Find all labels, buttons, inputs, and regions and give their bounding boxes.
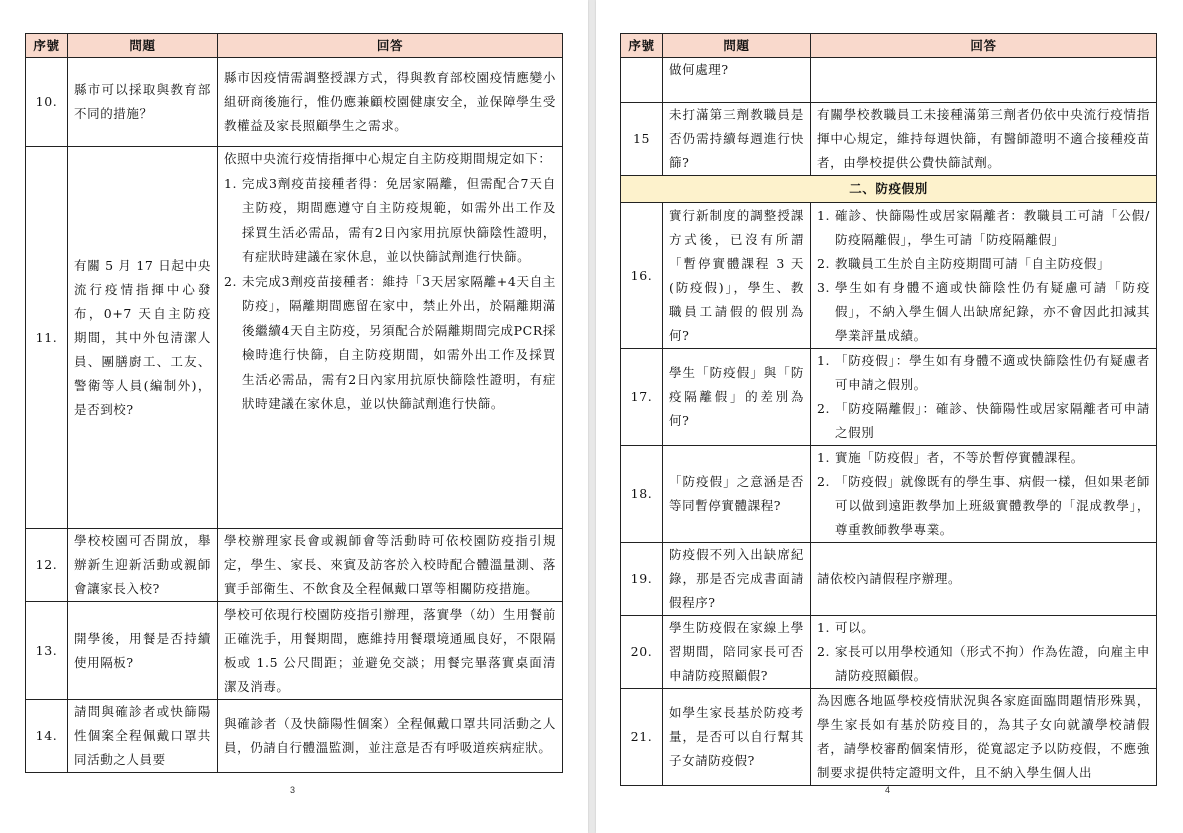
row-answer: 學校辦理家長會或親師會等活動時可依校園防疫指引規定，學生、家長、來賓及訪客於入校時配合體溫量測、落實手部衛生、不飲食及全程佩戴口罩等相關防疫措施。 <box>218 529 563 602</box>
row-number: 10. <box>26 58 68 147</box>
table-row <box>26 147 563 529</box>
row-answer <box>811 616 1157 689</box>
row-question: 防疫假不列入出缺席紀錄，那是否完成書面請假程序? <box>663 543 811 616</box>
row-answer: 學校可依現行校園防疫指引辦理，落實學（幼）生用餐前正確洗手，用餐期間，應維持用餐環境通風良好，不限隔板或 1.5 公尺間距；並避免交談；用餐完畢落實桌面清潔及消毒。 <box>218 602 563 700</box>
row-question: 有關 5 月 17 日起中央流行疫情指揮中心發布，0+7 天自主防疫期間，其中外包清潔人員、團膳廚工、工友、警衛等人員(編制外)，是否到校? <box>68 147 218 529</box>
table-row <box>621 616 1157 689</box>
table-row <box>621 349 1157 446</box>
row-answer: 請依校內請假程序辦理。 <box>811 543 1157 616</box>
table-header-row <box>621 34 1157 58</box>
header-question: 問題 <box>68 34 218 58</box>
row-answer: 有關學校教職員工未接種滿第三劑者仍依中央流行疫情指揮中心規定，維持每週快篩，有醫師證明不適合接種疫苗者，由學校提供公費快篩試劑。 <box>811 103 1157 176</box>
row-question: 縣市可以採取與教育部不同的措施？ <box>68 58 218 147</box>
list-item <box>224 172 556 270</box>
row-answer <box>811 349 1157 446</box>
table-row <box>26 529 563 602</box>
list-item-text: 完成3劑疫苗接種者得：免居家隔離，但需配合7天自主防疫，期間應遵守自主防疫規範，如需外出工作及採買生活必需品，需有2日內家用抗原快篩陰性證明，有症狀時建議在家休息，並以快篩試劑進行快篩。 <box>242 175 556 264</box>
row-question: 請問與確診者或快篩陽性個案全程佩戴口罩共同活動之人員要 <box>68 700 218 773</box>
table-row <box>621 203 1157 349</box>
row-answer <box>811 58 1157 103</box>
section-title: 二、防疫假別 <box>621 176 1157 203</box>
row-number: 11. <box>26 147 68 529</box>
answer-list <box>224 172 556 417</box>
row-number: 19. <box>621 543 663 616</box>
list-item-text: 確診、快篩陽性或居家隔離者：教職員工可請「公假/防疫隔離假」，學生可請「防疫隔離假」 <box>835 207 1150 247</box>
list-item-text: 可以。 <box>835 620 875 635</box>
list-item <box>817 276 1150 348</box>
row-answer: 縣市因疫情需調整授課方式，得與教育部校園疫情應變小組研商後施行，惟仍應兼顧校園健康安全，並保障學生受教權益及家長照顧學生之需求。 <box>218 58 563 147</box>
answer-list <box>817 204 1150 348</box>
table-row <box>621 103 1157 176</box>
list-marker: 2. <box>817 401 831 416</box>
list-marker: 1. <box>817 450 831 465</box>
list-marker: 2. <box>817 474 831 489</box>
page-number: 4 <box>885 785 891 795</box>
list-marker: 1. <box>817 620 831 635</box>
qa-table-left <box>25 33 563 773</box>
list-item <box>817 470 1150 542</box>
row-number <box>621 58 663 103</box>
list-item <box>817 616 1150 640</box>
row-number: 21. <box>621 689 663 786</box>
list-marker: 1. <box>817 207 831 223</box>
section-header-row <box>621 176 1157 203</box>
list-item-text: 未完成3劑疫苗接種者：維持「3天居家隔離+4天自主防疫」，隔離期間應留在家中，禁止外出，於隔離期滿後繼續4天自主防疫，另須配合於隔離期間完成PCR採檢時進行快篩，自主防疫期間，如需外出工作及採買生活必需品，需有2日內家用抗原快篩陰性證明，有症狀時建議在家休息，並以快篩試劑進行快篩。 <box>242 273 556 411</box>
table-row <box>621 446 1157 543</box>
table-row-continued <box>621 58 1157 103</box>
list-marker: 1. <box>817 353 831 368</box>
answer-list <box>817 446 1150 542</box>
row-number: 13. <box>26 602 68 700</box>
qa-table-right <box>620 33 1157 786</box>
row-question: 實行新制度的調整授課方式後，已沒有所謂「暫停實體課程 3 天(防疫假)」，學生、教職員工請假的假別為何? <box>663 203 811 349</box>
list-marker: 3. <box>817 279 831 295</box>
row-number: 15 <box>621 103 663 176</box>
list-item <box>817 204 1150 252</box>
row-question: 開學後，用餐是否持續使用隔板? <box>68 602 218 700</box>
table-row <box>26 700 563 773</box>
row-question: 學校校園可否開放，舉辦新生迎新活動或親師會讓家長入校? <box>68 529 218 602</box>
list-item-text: 「防疫假」就像既有的學生事、病假一樣，但如果老師可以做到遠距教學加上班級實體教學的「混成教學」，尊重教師教學專業。 <box>835 474 1150 537</box>
answer-intro: 依照中央流行疫情指揮中心規定自主防疫期間規定如下： <box>224 151 552 166</box>
list-marker: 2. <box>224 273 238 289</box>
answer-list <box>817 349 1150 445</box>
row-answer <box>218 147 563 529</box>
list-marker: 2. <box>817 644 831 659</box>
row-answer: 與確診者（及快篩陽性個案）全程佩戴口罩共同活動之人員，仍請自行體溫監測，並注意是否有呼吸道疾病症狀。 <box>218 700 563 773</box>
list-marker: 2. <box>817 255 831 271</box>
list-item <box>817 446 1150 470</box>
list-item-text: 「防疫隔離假」：確診、快篩陽性或居家隔離者可申請之假別 <box>835 401 1150 440</box>
row-question: 做何處理? <box>663 58 811 103</box>
list-item <box>817 252 1150 276</box>
page-number: 3 <box>290 785 296 795</box>
list-item <box>817 397 1150 445</box>
row-question: 學生防疫假在家線上學習期間，陪同家長可否申請防疫照顧假? <box>663 616 811 689</box>
row-number: 12. <box>26 529 68 602</box>
list-item-text: 實施「防疫假」者，不等於暫停實體課程。 <box>835 450 1084 465</box>
row-number: 17. <box>621 349 663 446</box>
table-row <box>26 602 563 700</box>
row-question: 「防疫假」之意涵是否等同暫停實體課程? <box>663 446 811 543</box>
header-question: 問題 <box>663 34 811 58</box>
table-row <box>621 689 1157 786</box>
document-page-right <box>596 0 1183 833</box>
list-item-text: 「防疫假」：學生如有身體不適或快篩陰性仍有疑慮者可申請之假別。 <box>835 353 1150 392</box>
list-item <box>224 270 556 417</box>
row-number: 18. <box>621 446 663 543</box>
list-item <box>817 640 1150 688</box>
row-question: 如學生家長基於防疫考量，是否可以自行幫其子女請防疫假? <box>663 689 811 786</box>
table-row <box>26 58 563 147</box>
header-answer: 回答 <box>811 34 1157 58</box>
header-num: 序號 <box>621 34 663 58</box>
row-question: 未打滿第三劑教職員是否仍需持續每週進行快篩? <box>663 103 811 176</box>
list-item-text: 學生如有身體不適或快篩陰性仍有疑慮可請「防疫假」，不納入學生個人出缺席紀錄，亦不會因此扣減其學業評量成績。 <box>835 279 1150 343</box>
row-answer: 為因應各地區學校疫情狀況與各家庭面臨問題情形殊異，學生家長如有基於防疫目的，為其子女向就讀學校請假者，請學校審酌個案情形，從寬認定予以防疫假，不應強制要求提供特定證明文件，且不納入學生個人出 <box>811 689 1157 786</box>
list-marker: 1. <box>224 175 238 191</box>
row-question: 學生「防疫假」與「防疫隔離假」的差別為何? <box>663 349 811 446</box>
row-number: 20. <box>621 616 663 689</box>
list-item <box>817 349 1150 397</box>
document-page-left <box>0 0 588 833</box>
list-item-text: 家長可以用學校通知（形式不拘）作為佐證，向雇主申請防疫照顧假。 <box>835 644 1150 683</box>
header-num: 序號 <box>26 34 68 58</box>
row-number: 14. <box>26 700 68 773</box>
row-number: 16. <box>621 203 663 349</box>
table-row <box>621 543 1157 616</box>
row-answer <box>811 203 1157 349</box>
row-answer <box>811 446 1157 543</box>
header-answer: 回答 <box>218 34 563 58</box>
table-header-row <box>26 34 563 58</box>
list-item-text: 教職員工生於自主防疫期間可請「自主防疫假」 <box>835 255 1111 271</box>
answer-list <box>817 616 1150 688</box>
